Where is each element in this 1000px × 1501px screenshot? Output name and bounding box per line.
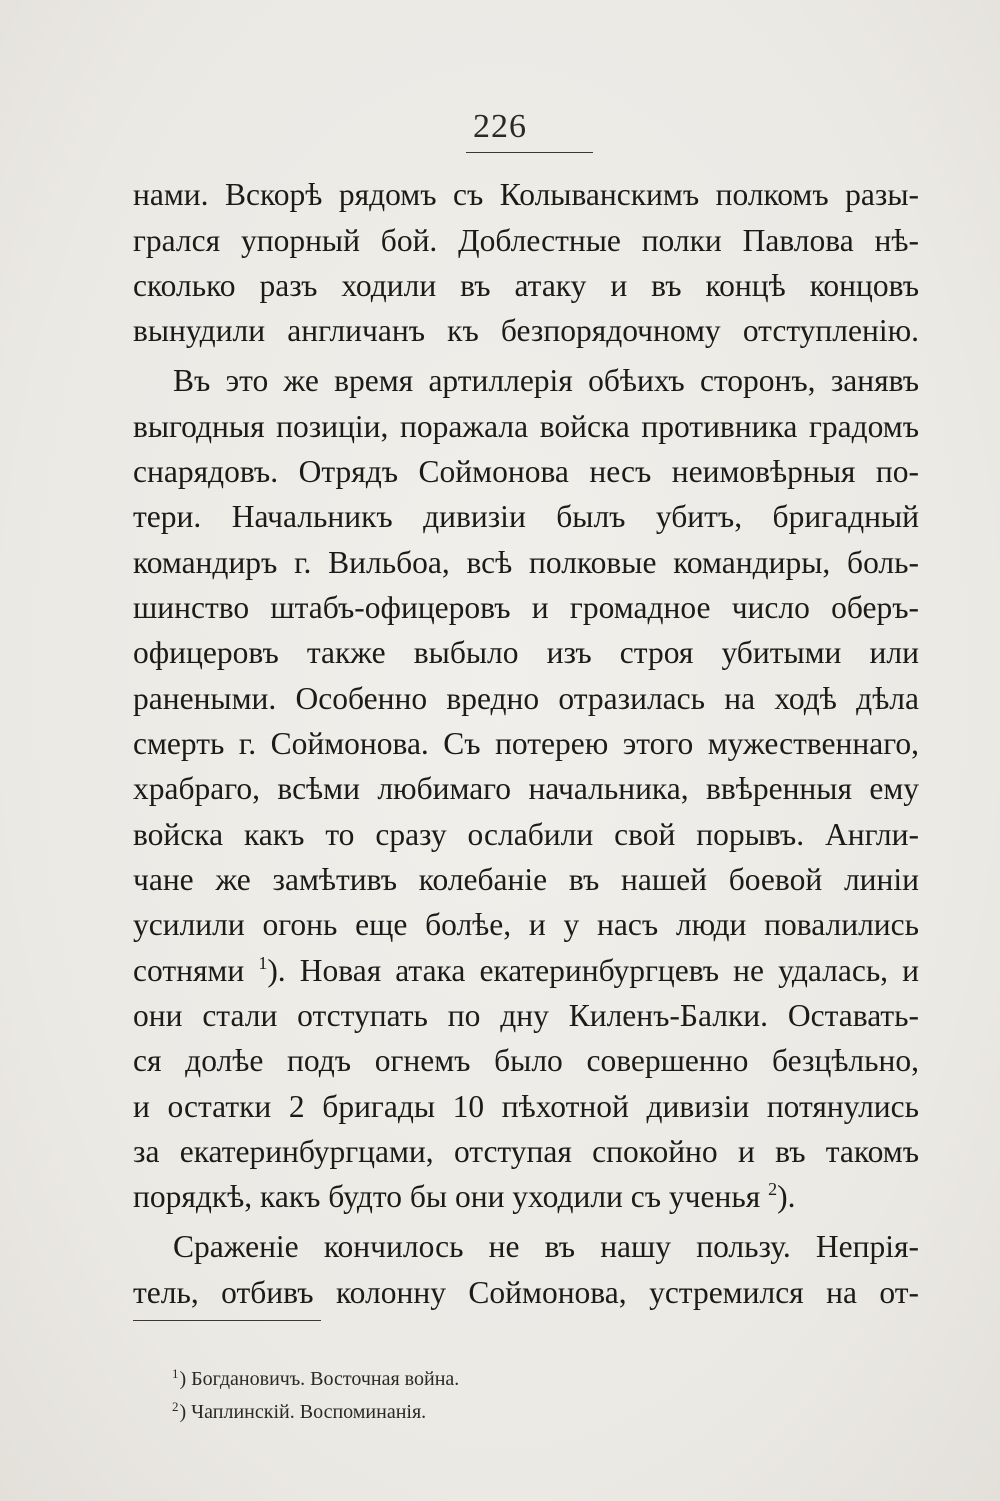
text-line: ся долѣе подъ огнемъ было совершенно безцѣльно, <box>133 1043 919 1078</box>
text-line <box>133 951 919 991</box>
text-line: Въ это же время артиллерія обѣихъ сторонъ, занявъ <box>173 363 919 398</box>
text-line: Сраженіе кончилось не въ нашу пользу. Непрія- <box>173 1229 919 1264</box>
text-line: храбраго, всѣми любимаго начальника, ввѣренныя ему <box>133 771 919 806</box>
text-line: ранеными. Особенно вредно отразилась на ходѣ дѣла <box>133 681 919 716</box>
footnote-mark-paren: ) <box>179 1368 187 1390</box>
text-line: офицеровъ также выбыло изъ строя убитыми или <box>133 635 919 670</box>
footnote-mark: 1 <box>172 1366 179 1381</box>
footnote-text: Богдановичъ. Восточная война. <box>191 1368 460 1390</box>
page-number: 226 <box>473 108 527 145</box>
footnote-mark-paren: ) <box>179 1401 187 1423</box>
text-line: сколько разъ ходили въ атаку и въ концѣ концовъ <box>133 268 919 303</box>
footnote-mark: 2 <box>172 1399 179 1414</box>
text-line: шинство штабъ-офицеровъ и громадное число оберъ- <box>133 590 919 625</box>
line-text: ). <box>777 1179 796 1214</box>
text-line: снарядовъ. Отрядъ Соймонова несъ неимовѣрныя по- <box>133 454 919 489</box>
text-line: и остатки 2 бригады 10 пѣхотной дивизіи потянулись <box>133 1089 919 1124</box>
line-text: порядкѣ, какъ будто бы они уходили съ ученья <box>133 1179 761 1214</box>
footnote-text: Чаплинскій. Воспоминанія. <box>191 1401 427 1423</box>
text-line: усилили огонь еще болѣе, и у насъ люди повалились <box>133 907 919 942</box>
header-rule <box>466 152 593 153</box>
text-line: тери. Начальникъ дивизіи былъ убитъ, бригадный <box>133 499 919 534</box>
footnote-ref[interactable]: 1 <box>258 953 268 973</box>
text-line: войска какъ то сразу ослабили свой порывъ. Англи- <box>133 817 919 852</box>
text-line: смерть г. Соймонова. Съ потерею этого мужественнаго, <box>133 726 919 761</box>
footnote <box>172 1394 426 1425</box>
footnote-rule <box>133 1320 321 1321</box>
text-line: грался упорный бой. Доблестные полки Павлова нѣ- <box>133 223 919 258</box>
footnote <box>172 1361 459 1392</box>
footnote-ref[interactable]: 2 <box>768 1179 778 1199</box>
text-line: выгодныя позиціи, поражала войска противника градомъ <box>133 409 919 444</box>
text-line: чане же замѣтивъ колебаніе въ нашей боевой линіи <box>133 862 919 897</box>
line-text: ). Новая атака екатеринбургцевъ не удалась, и <box>267 953 919 988</box>
text-line: они стали отступать по дну Киленъ-Балки. Оставать- <box>133 998 919 1033</box>
text-line <box>133 1177 919 1217</box>
text-line: нами. Вскорѣ рядомъ съ Колыванскимъ полкомъ разы- <box>133 177 919 212</box>
text-line: за екатеринбургцами, отступая спокойно и въ такомъ <box>133 1134 919 1169</box>
text-line: тель, отбивъ колонну Соймонова, устремился на от- <box>133 1275 919 1310</box>
text-line: вынудили англичанъ къ безпорядочному отступленію. <box>133 313 919 348</box>
text-line: командиръ г. Вильбоа, всѣ полковые командиры, боль- <box>133 545 919 580</box>
line-text: сотнями <box>133 953 245 988</box>
